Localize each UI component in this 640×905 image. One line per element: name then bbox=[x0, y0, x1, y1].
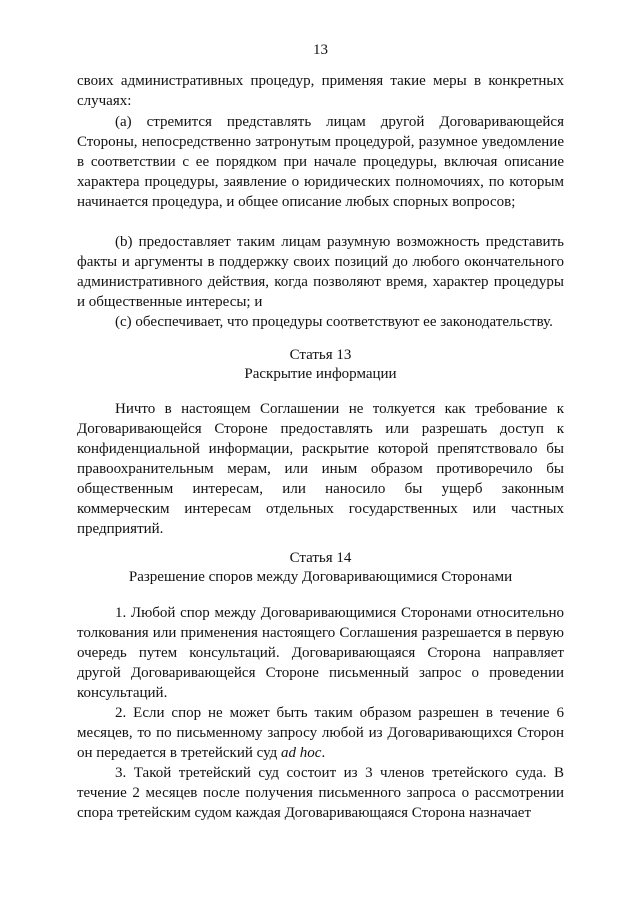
article-14-para-2-text: 2. Если спор не может быть таким образом разрешен в течение 6 месяцев, то по письменному запросу любой из Договаривающихся Сторон он передается в третейский суд bbox=[77, 705, 564, 761]
page-number: 13 bbox=[313, 42, 328, 58]
item-b-paragraph: (b) предоставляет таким лицам разумную возможность представить факты и аргументы в поддержку своих позиций до любого окончательного административного действия, когда позволяют время, характер процедуры и общественные интересы; и bbox=[77, 234, 564, 310]
article-14-title: Разрешение споров между Договаривающимися Сторонами bbox=[128, 569, 513, 585]
item-c-paragraph: (c) обеспечивает, что процедуры соответствуют ее законодательству. bbox=[115, 314, 553, 330]
article-13-title: Раскрытие информации bbox=[244, 366, 397, 382]
article-13-text: Ничто в настоящем Соглашении не толкуется как требование к Договаривающейся Стороне предоставлять или разрешать доступ к конфиденциальной информации, раскрытие которой препятствовало бы правоохранительным мерам, или иным образом противоречило бы общественным интересам, или наносило бы ущерб законным коммерческим интересам отдельных государственных или частных предприятий. bbox=[77, 401, 564, 537]
item-a-paragraph: (a) стремится представлять лицам другой Договаривающейся Стороны, непосредственно затронутым процедурой, разумное уведомление в соответствии с ее порядком при начале процедуры, включая описание характера процедуры, заявление о юридических полномочиях, по которым начинается процедура, и общее описание любых спорных вопросов; bbox=[77, 114, 564, 210]
article-14-para-2 bbox=[77, 703, 564, 763]
ad-hoc-italic: ad hoc bbox=[281, 745, 322, 761]
article-14-para-2-end: . bbox=[321, 745, 326, 761]
article-13-number: Статья 13 bbox=[289, 347, 352, 363]
intro-paragraph: своих административных процедур, применяя такие меры в конкретных случаях: bbox=[77, 73, 564, 109]
article-14-para-3: 3. Такой третейский суд состоит из 3 членов третейского суда. В течение 2 месяцев после получения письменного запроса о рассмотрении спора третейским судом каждая Договаривающаяся Сторона назначает bbox=[77, 765, 564, 821]
article-14-number: Статья 14 bbox=[289, 550, 352, 566]
article-14-para-1: 1. Любой спор между Договаривающимися Сторонами относительно толкования или применения настоящего Соглашения разрешается в первую очередь путем консультаций. Договаривающаяся Сторона направляет другой Договаривающейся Стороне письменный запрос о проведении консультаций. bbox=[77, 605, 564, 701]
